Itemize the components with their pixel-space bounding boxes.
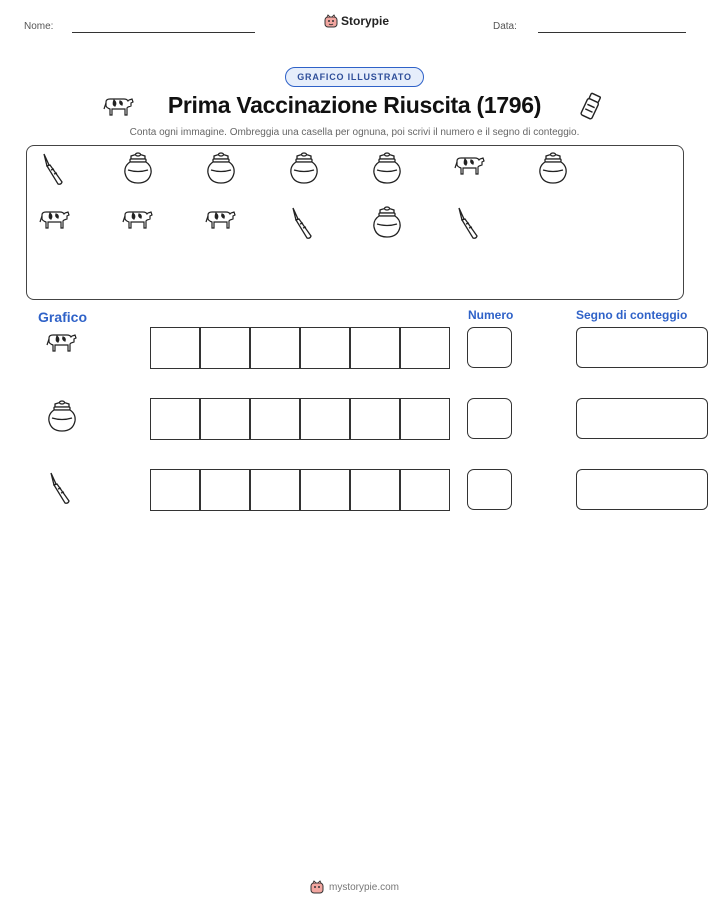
- number-answer-box[interactable]: [467, 398, 512, 439]
- graph-label: Grafico: [38, 309, 88, 325]
- graph-cell[interactable]: [400, 327, 450, 369]
- storypie-logo-icon: [310, 880, 324, 894]
- graph-cell[interactable]: [250, 469, 300, 511]
- lancet-icon: [45, 471, 79, 505]
- graph-cell[interactable]: [350, 398, 400, 440]
- graph-cell[interactable]: [300, 398, 350, 440]
- date-line[interactable]: [538, 32, 686, 33]
- graph-cell[interactable]: [300, 469, 350, 511]
- graph-cell[interactable]: [200, 469, 250, 511]
- number-answer-box[interactable]: [467, 469, 512, 510]
- graph-cell[interactable]: [150, 398, 200, 440]
- lancet-icon: [287, 206, 321, 240]
- storypie-logo-icon: [324, 14, 338, 28]
- page-title: Prima Vaccinazione Riuscita (1796): [167, 92, 542, 118]
- graph-cell[interactable]: [350, 469, 400, 511]
- tally-answer-box[interactable]: [576, 398, 708, 439]
- graph-cell[interactable]: [150, 469, 200, 511]
- date-label: Data:: [493, 21, 517, 32]
- graph-cell[interactable]: [400, 398, 450, 440]
- name-line[interactable]: [72, 32, 255, 33]
- graph-cell[interactable]: [300, 327, 350, 369]
- worksheet-type-badge: GRAFICO ILLUSTRATO: [285, 67, 424, 87]
- jar-icon: [45, 400, 79, 434]
- vial-icon: [577, 90, 605, 122]
- graph-cell[interactable]: [250, 398, 300, 440]
- jar-icon: [204, 152, 238, 186]
- graph-cell[interactable]: [200, 327, 250, 369]
- number-answer-box[interactable]: [467, 327, 512, 368]
- jar-icon: [370, 152, 404, 186]
- lancet-icon: [453, 206, 487, 240]
- jar-icon: [370, 206, 404, 240]
- footer-site: mystorypie.com: [328, 881, 399, 893]
- cow-icon: [453, 152, 487, 186]
- brand-name: Storypie: [341, 14, 390, 28]
- cow-icon: [121, 206, 155, 240]
- footer: [0, 880, 709, 894]
- name-label: Nome:: [24, 21, 54, 32]
- graph-cell[interactable]: [200, 398, 250, 440]
- tally-answer-box[interactable]: [576, 469, 708, 510]
- number-header: Numero: [468, 308, 514, 322]
- graph-cell[interactable]: [400, 469, 450, 511]
- jar-icon: [287, 152, 321, 186]
- lancet-icon: [38, 152, 72, 186]
- jar-icon: [121, 152, 155, 186]
- graph-cell[interactable]: [350, 327, 400, 369]
- cow-icon: [38, 206, 72, 240]
- cow-icon: [45, 329, 79, 363]
- tally-header: Segno di conteggio: [576, 308, 688, 322]
- instructions: Conta ogni immagine. Ombreggia una casella per ognuna, poi scrivi il numero e il segno di conteggio.: [129, 127, 580, 138]
- graph-cell[interactable]: [250, 327, 300, 369]
- cow-icon: [204, 206, 238, 240]
- graph-cell[interactable]: [150, 327, 200, 369]
- tally-answer-box[interactable]: [576, 327, 708, 368]
- brand-logo: [324, 14, 389, 28]
- jar-icon: [536, 152, 570, 186]
